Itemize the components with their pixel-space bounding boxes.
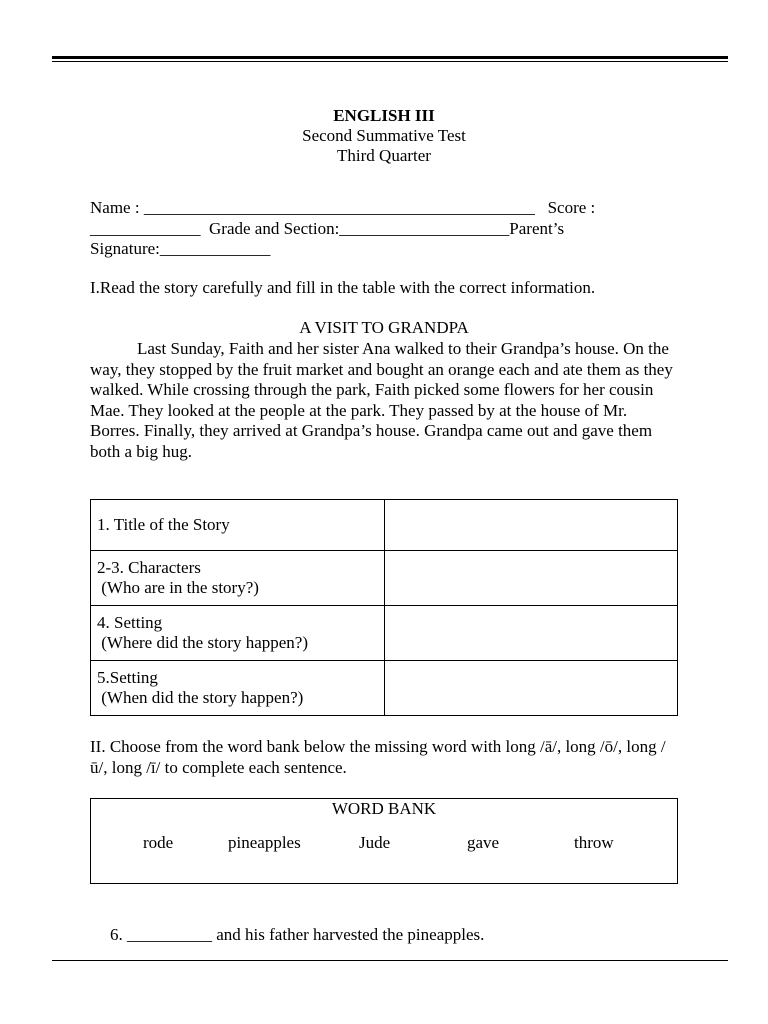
test-quarter: Third Quarter	[337, 146, 431, 165]
bottom-rule	[52, 960, 728, 961]
table-row	[91, 661, 678, 716]
word-bank-word: throw	[574, 833, 614, 852]
row-sublabel: (Where did the story happen?)	[97, 633, 308, 652]
question-6: 6. __________ and his father harvested the pineapples.	[110, 925, 485, 944]
part2-instruction: II. Choose from the word bank below the missing word with long /ā/, long /ō/, long /ū/, long /ī/ to complete each sentence.	[90, 737, 666, 777]
answer-cell[interactable]	[385, 661, 678, 716]
word-bank-word: Jude	[359, 833, 391, 852]
signature-line: Signature:_____________	[90, 239, 271, 258]
part1-instruction: I.Read the story carefully and fill in the table with the correct information.	[90, 278, 596, 297]
row-label: 4. Setting	[97, 613, 163, 632]
story-text: Last Sunday, Faith and her sister Ana walked to their Grandpa’s house. On the way, they stopped by the fruit market and bought an orange each and ate them as they walked. While crossing through the park, Faith picked some flowers for her cousin Mae. They looked at the people at the park. They passed by at the house of Mr. Borres. Finally, they arrived at Grandpa’s house. Grandpa came out and gave them both a big hug.	[90, 339, 673, 461]
story-title: A VISIT TO GRANDPA	[299, 318, 469, 337]
table-row	[91, 606, 678, 661]
top-rule-thin	[52, 61, 728, 62]
row-label: 2-3. Characters	[97, 558, 201, 577]
word-bank-word: pineapples	[228, 833, 301, 852]
table-label-cell	[91, 606, 385, 661]
row-label: 1. Title of the Story	[97, 515, 230, 534]
story-elements-table	[90, 499, 678, 716]
word-bank-box	[90, 798, 678, 884]
student-info	[90, 198, 680, 260]
row-sublabel: (When did the story happen?)	[97, 688, 304, 707]
answer-cell[interactable]	[385, 500, 678, 551]
row-label: 5.Setting	[97, 668, 158, 687]
test-subtitle: Second Summative Test	[302, 126, 466, 145]
word-bank-word: rode	[143, 833, 174, 852]
story-passage	[90, 339, 680, 462]
table-label-cell	[91, 500, 385, 551]
top-rule-thick	[52, 56, 728, 59]
word-bank-word: gave	[467, 833, 500, 852]
table-label-cell	[91, 661, 385, 716]
table-label-cell	[91, 551, 385, 606]
table-row	[91, 500, 678, 551]
word-bank-title: WORD BANK	[331, 799, 437, 818]
row-sublabel: (Who are in the story?)	[97, 578, 259, 597]
grade-section-line: _____________ Grade and Section:____________________Parent’s	[90, 218, 565, 238]
test-header	[0, 106, 768, 166]
answer-cell[interactable]	[385, 606, 678, 661]
answer-cell[interactable]	[385, 551, 678, 606]
table-row	[91, 551, 678, 606]
test-title: ENGLISH III	[333, 106, 435, 125]
name-score-line: Name : ______________________________________________ Score :	[90, 198, 596, 217]
